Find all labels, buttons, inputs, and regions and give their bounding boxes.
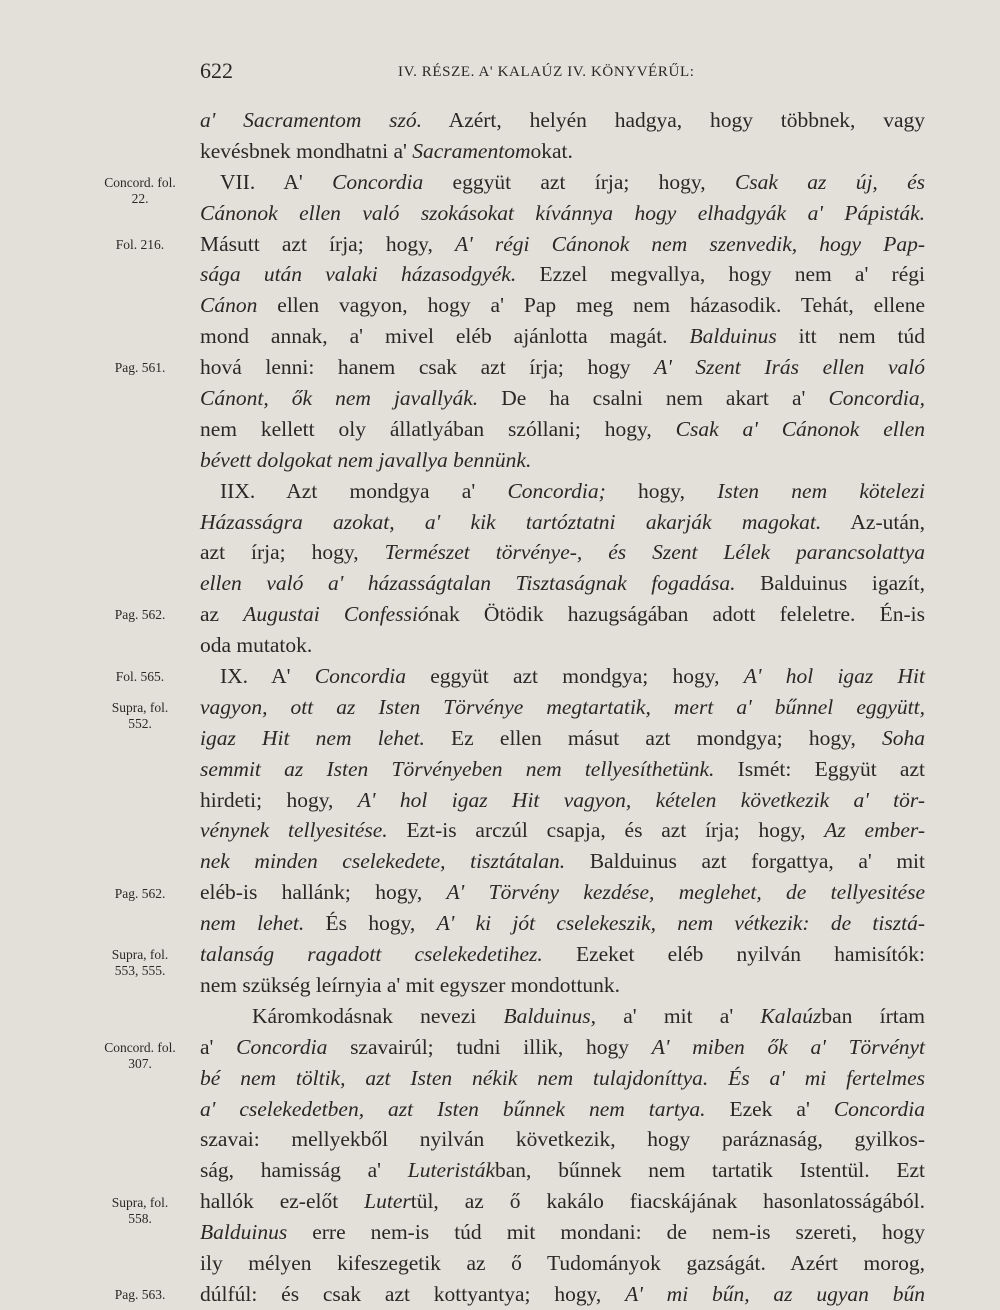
- text-line: [200, 1032, 925, 1063]
- italic-text: Concordia: [833, 1096, 925, 1121]
- text-span: mond annak, a' mivel eléb ajánlotta magát.: [200, 324, 690, 349]
- text-line: [200, 537, 925, 568]
- text-span: eggyüt azt írja; hogy,: [423, 169, 735, 194]
- text-span: tül, az ő kakálo fiacskájának hasonlatosságából.: [410, 1189, 925, 1214]
- running-head: IV. RÉSZE. A' KALAÚZ IV. KÖNYVÉRŰL:: [398, 64, 695, 80]
- text-span: okat.: [530, 138, 573, 163]
- text-span: És hogy,: [304, 911, 437, 936]
- italic-text: A' Szent Irás ellen való: [654, 355, 925, 380]
- italic-text: nek minden cselekedete, tisztátalan.: [200, 849, 566, 874]
- text-line: [200, 105, 925, 136]
- text-line: [200, 1186, 925, 1217]
- italic-text: semmit az Isten Törvényeben nem tellyesíthetünk.: [200, 756, 715, 781]
- text-line: [200, 507, 925, 538]
- text-span: IIX. Azt mondgya a': [220, 478, 508, 503]
- text-span: nem kellett oly állatlyában szóllani; hogy,: [200, 416, 676, 441]
- text-span: hová lenni: hanem csak azt írja; hogy: [200, 355, 655, 380]
- text-span: szavairúl; tudni illik, hogy: [327, 1034, 652, 1059]
- italic-text: Házasságra azokat, a' kik tartóztatni akarják magokat.: [200, 509, 822, 534]
- text-span: dúlfúl: és csak azt kottyantya; hogy,: [200, 1281, 626, 1306]
- italic-text: A' hol igaz Hit: [743, 664, 926, 689]
- italic-text: Augustai Confessió: [243, 602, 429, 627]
- italic-text: Isten nem kötelezi: [717, 478, 925, 503]
- italic-text: A' hol igaz Hit vagyon, kételen következik a' tör-: [357, 787, 925, 812]
- text-span: ily mélyen kifeszegetik az ő Tudományok gazságát. Azért morog,: [200, 1250, 925, 1275]
- text-line: [200, 414, 925, 445]
- text-span: Káromkodásnak nevezi: [252, 1003, 504, 1028]
- italic-text: ellen való a' házasságtalan Tisztaságnak fogadása.: [200, 571, 736, 596]
- body-text: [200, 105, 925, 1310]
- text-line: [200, 939, 925, 970]
- margin-note-line: Pag. 562.: [114, 885, 166, 901]
- text-line: [200, 723, 925, 754]
- margin-note: [95, 669, 185, 685]
- margin-note-line: Pag. 561.: [114, 360, 166, 376]
- text-span: ellen vagyon, hogy a' Pap meg nem házasodik. Tehát, ellene: [257, 293, 925, 318]
- text-line: [200, 1063, 925, 1094]
- italic-text: Cánon: [200, 293, 258, 318]
- italic-text: nem lehet.: [200, 911, 305, 936]
- text-line: [200, 877, 925, 908]
- margin-note: [95, 607, 185, 623]
- italic-text: A' ki jót cselekeszik, nem vétkezik: de tisztá-: [436, 911, 925, 936]
- text-span: erre nem-is túd mit mondani: de nem-is szereti, hogy: [287, 1220, 925, 1245]
- text-line: [200, 229, 925, 260]
- margin-note: [95, 1195, 185, 1227]
- italic-text: talanság ragadott cselekedetihez.: [200, 942, 543, 967]
- margin-note-line: Pag. 563.: [114, 1287, 166, 1303]
- text-span: Azért, helyén hadgya, hogy többnek, vagy: [422, 108, 926, 132]
- margin-note: [95, 1040, 185, 1072]
- text-span: az: [200, 602, 244, 627]
- text-span: Ezt-is arczúl csapja, és azt írja; hogy,: [387, 818, 825, 843]
- text-line: [200, 1001, 925, 1032]
- italic-text: sága után valaki házasodgyék.: [200, 262, 517, 287]
- italic-text: Az ember-: [824, 818, 925, 843]
- margin-note-line: 553, 555.: [114, 963, 166, 979]
- italic-text: Balduinus,: [503, 1003, 597, 1028]
- italic-text: Természet törvénye-, és Szent Lélek parancsolattya: [384, 540, 925, 565]
- italic-text: Cánont, ők nem javallyák.: [200, 386, 479, 411]
- text-line: [200, 568, 925, 599]
- text-span: itt nem túd: [776, 324, 925, 349]
- text-span: VII. A': [220, 169, 333, 194]
- text-line: [200, 630, 925, 661]
- margin-note-line: Supra, fol.: [111, 1194, 169, 1210]
- italic-text: vagyon, ott az Isten Törvénye megtartatik, mert a' bűnnel eggyütt,: [200, 694, 925, 719]
- italic-text: Soha: [882, 725, 926, 750]
- text-span: hallók ez-előt: [200, 1189, 365, 1214]
- text-line: [200, 445, 925, 476]
- text-span: eggyüt azt mondgya; hogy,: [405, 664, 744, 689]
- italic-text: a' cselekedetben, azt Isten bűnnek nem tartya.: [200, 1096, 706, 1121]
- text-line: [200, 290, 925, 321]
- italic-text: Concordia: [332, 169, 424, 194]
- text-span: Ez ellen másut azt mondgya; hogy,: [424, 725, 883, 750]
- text-span: Az-után,: [821, 509, 925, 534]
- text-span: De ha csalni nem akart a': [478, 386, 829, 411]
- text-line: [200, 754, 925, 785]
- italic-text: igaz Hit nem lehet.: [200, 725, 425, 750]
- margin-note-line: Supra, fol.: [111, 700, 169, 716]
- margin-note: [95, 360, 185, 376]
- page-header: [200, 58, 920, 88]
- text-line: [200, 1155, 925, 1186]
- text-span: nem szükség leírnyia a' mit egyszer mondottunk.: [200, 972, 621, 997]
- italic-text: A' mi bűn, az ugyan bűn: [625, 1281, 925, 1306]
- text-line: [200, 970, 925, 1001]
- italic-text: Balduinus: [200, 1220, 288, 1245]
- margin-note-line: Supra, fol.: [111, 947, 169, 963]
- italic-text: Kalaúz: [760, 1003, 822, 1028]
- margin-note-line: 552.: [128, 716, 152, 732]
- text-span: azt írja; hogy,: [200, 540, 385, 565]
- page-number: 622: [200, 58, 233, 83]
- text-span: Ismét: Eggyüt azt: [714, 756, 925, 781]
- italic-text: A' Törvény kezdése, meglehet, de tellyesitése: [446, 880, 925, 905]
- text-span: a' mit a': [596, 1003, 761, 1028]
- italic-text: a' Sacramentom szó.: [200, 108, 423, 132]
- text-line: [200, 1124, 925, 1155]
- text-line: [200, 815, 925, 846]
- text-line: [200, 599, 925, 630]
- margin-note: [95, 237, 185, 253]
- text-span: ban, bűnnek nem tartatik Istentül. Ezt: [495, 1158, 925, 1183]
- text-line: [200, 167, 925, 198]
- text-line: [200, 136, 925, 167]
- text-span: a': [200, 1034, 237, 1059]
- text-span: ság, hamisság a': [200, 1158, 408, 1183]
- text-span: Ezeket eléb nyilván hamisítók:: [542, 942, 925, 967]
- text-span: szavai: mellyekből nyilván következik, hogy paráznaság, gyilkos-: [200, 1127, 925, 1152]
- text-line: [200, 661, 925, 692]
- text-span: Másutt azt írja; hogy,: [200, 231, 455, 256]
- margin-note-line: Concord. fol.: [104, 174, 176, 190]
- text-line: [200, 198, 925, 229]
- margin-note-line: Fol. 216.: [115, 236, 165, 252]
- text-span: kevésbnek mondhatni a': [200, 138, 413, 163]
- text-line: [200, 476, 925, 507]
- italic-text: Luter: [364, 1189, 411, 1214]
- text-line: [200, 352, 925, 383]
- text-line: [200, 692, 925, 723]
- italic-text: Csak a' Cánonok ellen: [675, 416, 925, 441]
- text-line: [200, 1094, 925, 1125]
- italic-text: Cánonok ellen való szokásokat kívánnya hogy elhadgyák a' Pápisták.: [200, 200, 925, 225]
- text-span: Balduinus igazít,: [735, 571, 925, 596]
- italic-text: bé nem töltik, azt Isten nékik nem tulajdoníttya. És a' mi fertelmes: [200, 1065, 925, 1090]
- text-span: hogy,: [605, 478, 718, 503]
- text-line: [200, 1248, 925, 1279]
- margin-note-line: 307.: [128, 1056, 152, 1071]
- text-span: Ezek a': [705, 1096, 834, 1121]
- italic-text: vénynek tellyesitése.: [200, 818, 388, 843]
- margin-note-line: 22.: [131, 190, 149, 206]
- text-line: [200, 785, 925, 816]
- text-line: [200, 846, 925, 877]
- text-span: IX. A': [220, 664, 315, 689]
- text-span: Balduinus azt forgattya, a' mit: [565, 849, 926, 874]
- text-span: ban írtam: [821, 1003, 925, 1028]
- text-span: hirdeti; hogy,: [200, 787, 358, 812]
- italic-text: A' miben ők a' Törvényt: [651, 1034, 926, 1059]
- italic-text: Concordia;: [507, 478, 606, 503]
- italic-text: Luteristák: [407, 1158, 495, 1183]
- text-span: nak Ötödik hazugságában adott feleletre. Én-is: [428, 602, 925, 627]
- margin-note-line: Concord. fol.: [104, 1040, 176, 1055]
- margin-note-line: 558.: [128, 1210, 152, 1226]
- margin-note-line: Fol. 565.: [115, 669, 165, 685]
- margin-note-line: Pag. 562.: [114, 607, 166, 623]
- italic-text: A' régi Cánonok nem szenvedik, hogy Pap-: [454, 231, 925, 256]
- italic-text: Concordia: [314, 664, 406, 689]
- text-line: [200, 259, 925, 290]
- italic-text: Sacramentom: [412, 138, 531, 163]
- margin-note: [95, 700, 185, 732]
- margin-note: [95, 175, 185, 207]
- margin-note: [95, 947, 185, 979]
- text-span: eléb-is hallánk; hogy,: [200, 880, 447, 905]
- italic-text: Balduinus: [689, 324, 777, 349]
- text-line: [200, 321, 925, 352]
- text-line: [200, 908, 925, 939]
- text-line: [200, 1217, 925, 1248]
- text-span: Ezzel megvallya, hogy nem a' régi: [516, 262, 925, 287]
- italic-text: Concordia: [236, 1034, 328, 1059]
- text-line: [200, 1279, 925, 1310]
- italic-text: bévett dolgokat nem javallya bennünk.: [200, 447, 532, 472]
- margin-note: [95, 886, 185, 902]
- italic-text: Concordia,: [828, 386, 925, 411]
- italic-text: Csak az új, és: [734, 169, 926, 194]
- text-span: oda mutatok.: [200, 633, 313, 658]
- text-line: [200, 383, 925, 414]
